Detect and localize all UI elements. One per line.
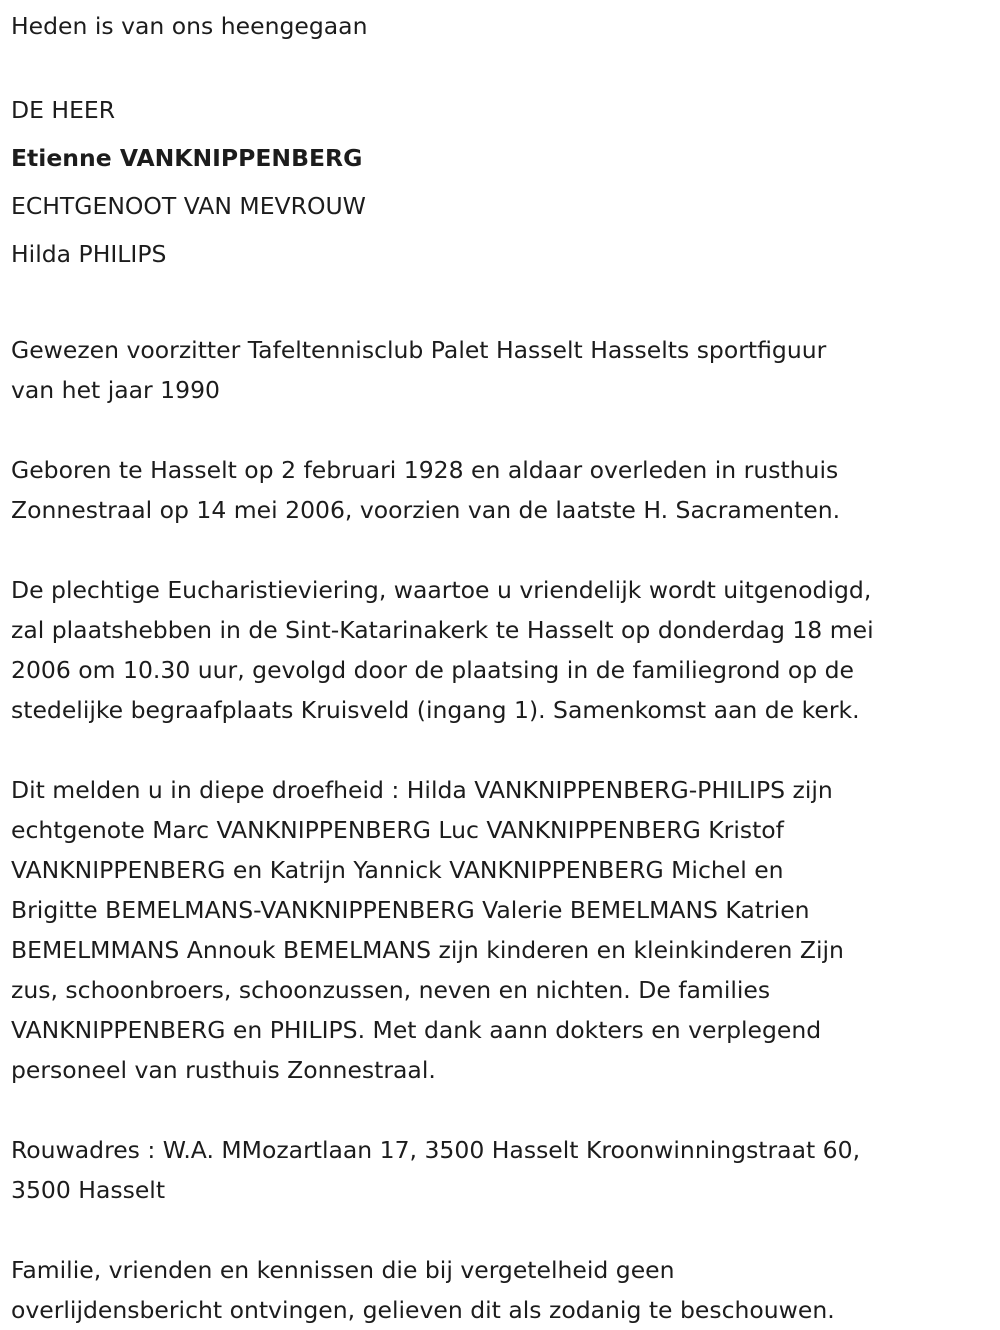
paragraph [11, 570, 1000, 730]
paragraph-line: zus, schoonbroers, schoonzussen, neven en nichten. De families [11, 976, 771, 1004]
paragraph-line: VANKNIPPENBERG en Katrijn Yannick VANKNIPPENBERG Michel en [11, 856, 784, 884]
paragraph-line: De plechtige Eucharistieviering, waartoe u vriendelijk wordt uitgenodigd, [11, 576, 872, 604]
paragraph [11, 330, 1000, 410]
paragraph-line: zal plaatshebben in de Sint-Katarinakerk te Hasselt op donderdag 18 mei [11, 616, 874, 644]
body-paragraphs [11, 290, 1000, 1330]
paragraph-line: Geboren te Hasselt op 2 februari 1928 en aldaar overleden in rusthuis [11, 456, 839, 484]
paragraph-line: 3500 Hasselt [11, 1176, 166, 1204]
paragraph-line: Gewezen voorzitter Tafeltennisclub Palet Hasselt Hasselts sportfiguur [11, 336, 827, 364]
spouse-name: Hilda PHILIPS [11, 240, 167, 268]
obituary-document [11, 6, 1000, 1330]
paragraph-line: echtgenote Marc VANKNIPPENBERG Luc VANKNIPPENBERG Kristof [11, 816, 784, 844]
paragraph-line: Familie, vrienden en kennissen die bij vergetelheid geen [11, 1256, 675, 1284]
paragraph-line: personeel van rusthuis Zonnestraal. [11, 1056, 436, 1084]
paragraph-line: stedelijke begraafplaats Kruisveld (ingang 1). Samenkomst aan de kerk. [11, 696, 860, 724]
paragraph-line: Dit melden u in diepe droefheid : Hilda VANKNIPPENBERG-PHILIPS zijn [11, 776, 833, 804]
paragraph [11, 770, 1000, 1090]
paragraph [11, 1250, 1000, 1330]
paragraph-line: VANKNIPPENBERG en PHILIPS. Met dank aann dokters en verplegend [11, 1016, 822, 1044]
paragraph-line: BEMELMMANS Annouk BEMELMANS zijn kinderen en kleinkinderen Zijn [11, 936, 844, 964]
paragraph-line: 2006 om 10.30 uur, gevolgd door de plaatsing in de familiegrond op de [11, 656, 855, 684]
paragraph-line: Brigitte BEMELMANS-VANKNIPPENBERG Valerie BEMELMANS Katrien [11, 896, 810, 924]
paragraph [11, 450, 1000, 530]
paragraph-line: Rouwadres : W.A. MMozartlaan 17, 3500 Hasselt Kroonwinningstraat 60, [11, 1136, 861, 1164]
intro-line: Heden is van ons heengegaan [11, 12, 368, 40]
paragraph-line: overlijdensbericht ontvingen, gelieven dit als zodanig te beschouwen. [11, 1296, 835, 1324]
deceased-name: Etienne VANKNIPPENBERG [11, 144, 363, 172]
title-line: DE HEER [11, 96, 116, 124]
paragraph-line: van het jaar 1990 [11, 376, 220, 404]
paragraph-line: Zonnestraal op 14 mei 2006, voorzien van de laatste H. Sacramenten. [11, 496, 841, 524]
paragraph [11, 1130, 1000, 1210]
spouse-label: ECHTGENOOT VAN MEVROUW [11, 192, 366, 220]
